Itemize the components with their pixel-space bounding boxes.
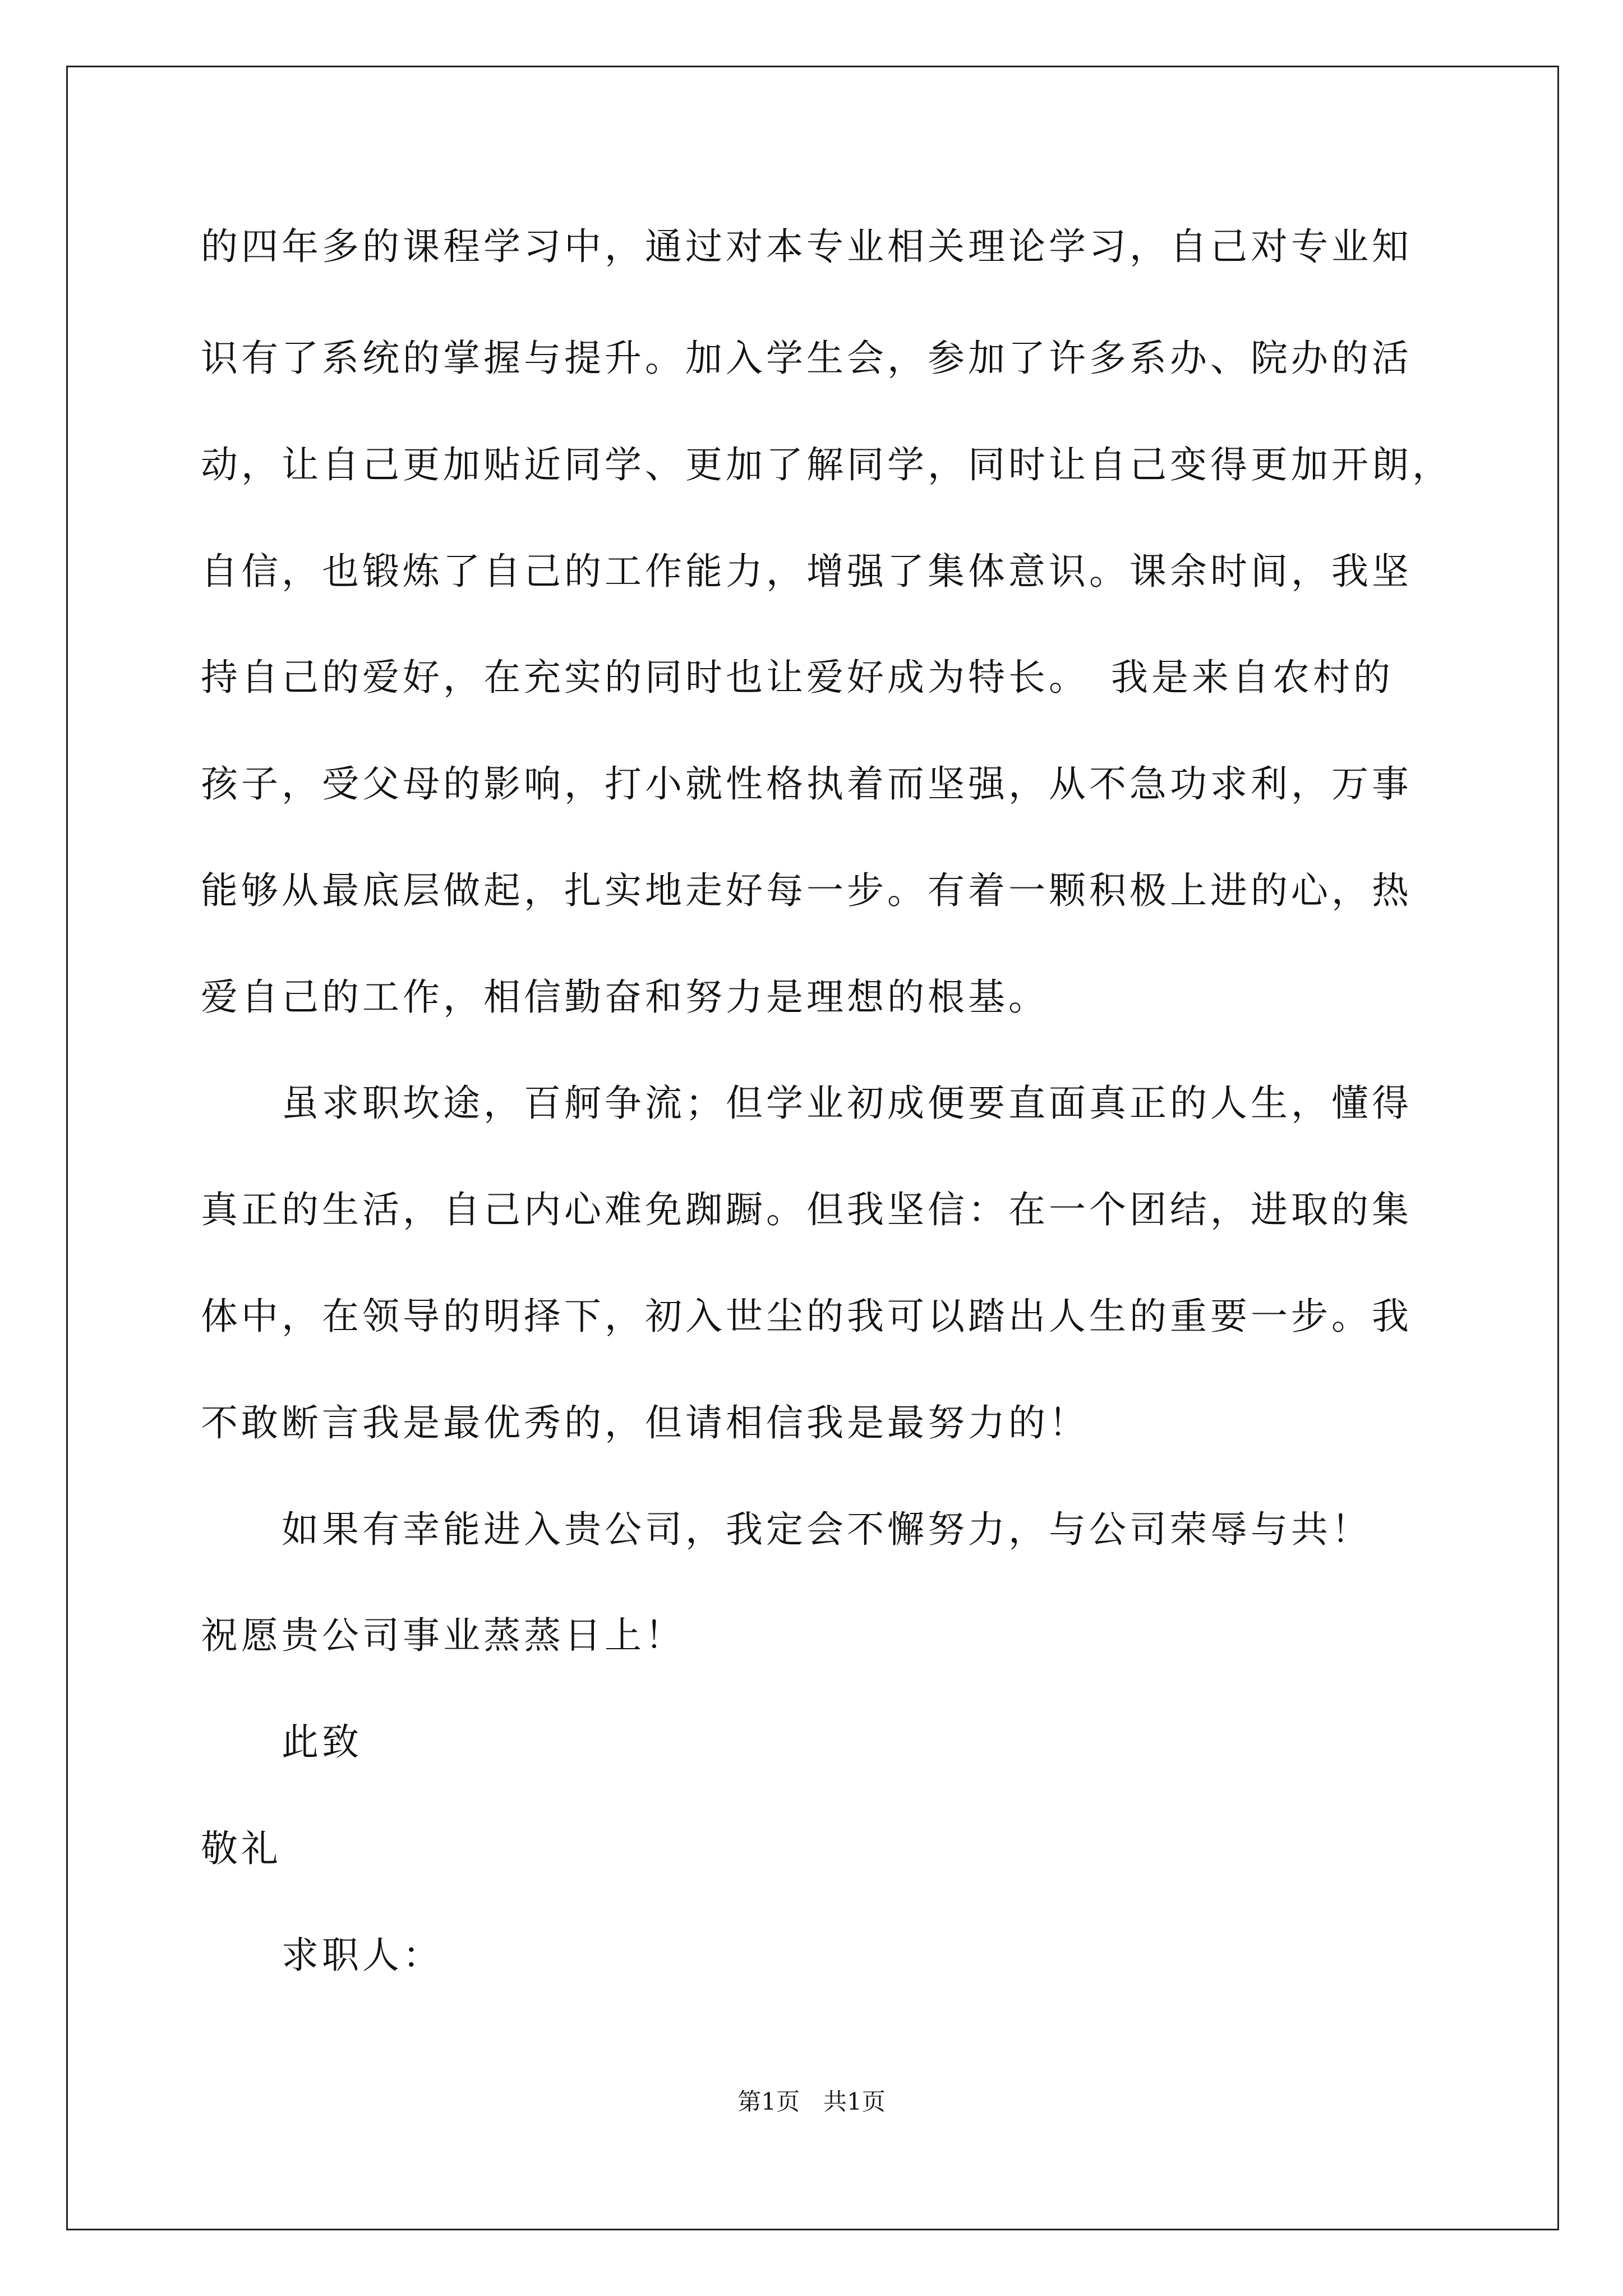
closing-greeting: 此致 bbox=[201, 1720, 362, 1764]
page-border bbox=[66, 66, 1559, 2230]
signature-label: 求职人： bbox=[201, 1934, 443, 1977]
paragraph-start-line: 虽求职坎途，百舸争流；但学业初成便要直面真正的人生，懂得 bbox=[201, 1082, 1412, 1125]
text-line: 持自己的爱好，在充实的同时也让爱好成为特长。 我是来自农村的 bbox=[201, 656, 1394, 699]
text-line: 孩子，受父母的影响，打小就性格执着而坚强，从不急功求利，万事 bbox=[201, 762, 1412, 806]
closing-salute: 敬礼 bbox=[201, 1827, 282, 1870]
text-line: 爱自己的工作，相信勤奋和努力是理想的根基。 bbox=[201, 976, 1049, 1019]
paragraph-start-line: 如果有幸能进入贵公司，我定会不懈努力，与公司荣辱与共！ bbox=[201, 1508, 1372, 1551]
text-line: 动，让自己更加贴近同学、更加了解同学，同时让自己变得更加开朗， bbox=[201, 443, 1453, 486]
text-line: 能够从最底层做起，扎实地走好每一步。有着一颗积极上进的心，热 bbox=[201, 869, 1412, 912]
text-line: 体中，在领导的明择下，初入世尘的我可以踏出人生的重要一步。我 bbox=[201, 1295, 1412, 1338]
text-line: 自信，也锻炼了自己的工作能力，增强了集体意识。课余时间，我坚 bbox=[201, 550, 1412, 593]
text-line: 真正的生活，自己内心难免踟蹰。但我坚信：在一个团结，进取的集 bbox=[201, 1188, 1412, 1231]
text-line: 祝愿贵公司事业蒸蒸日上！ bbox=[201, 1614, 685, 1657]
text-line: 的四年多的课程学习中，通过对本专业相关理论学习，自己对专业知 bbox=[201, 225, 1412, 268]
page-footer: 第1页 共1页 bbox=[737, 2088, 886, 2115]
text-line: 识有了系统的掌握与提升。加入学生会，参加了许多系办、院办的活 bbox=[201, 337, 1412, 380]
text-line: 不敢断言我是最优秀的，但请相信我是最努力的！ bbox=[201, 1401, 1089, 1444]
